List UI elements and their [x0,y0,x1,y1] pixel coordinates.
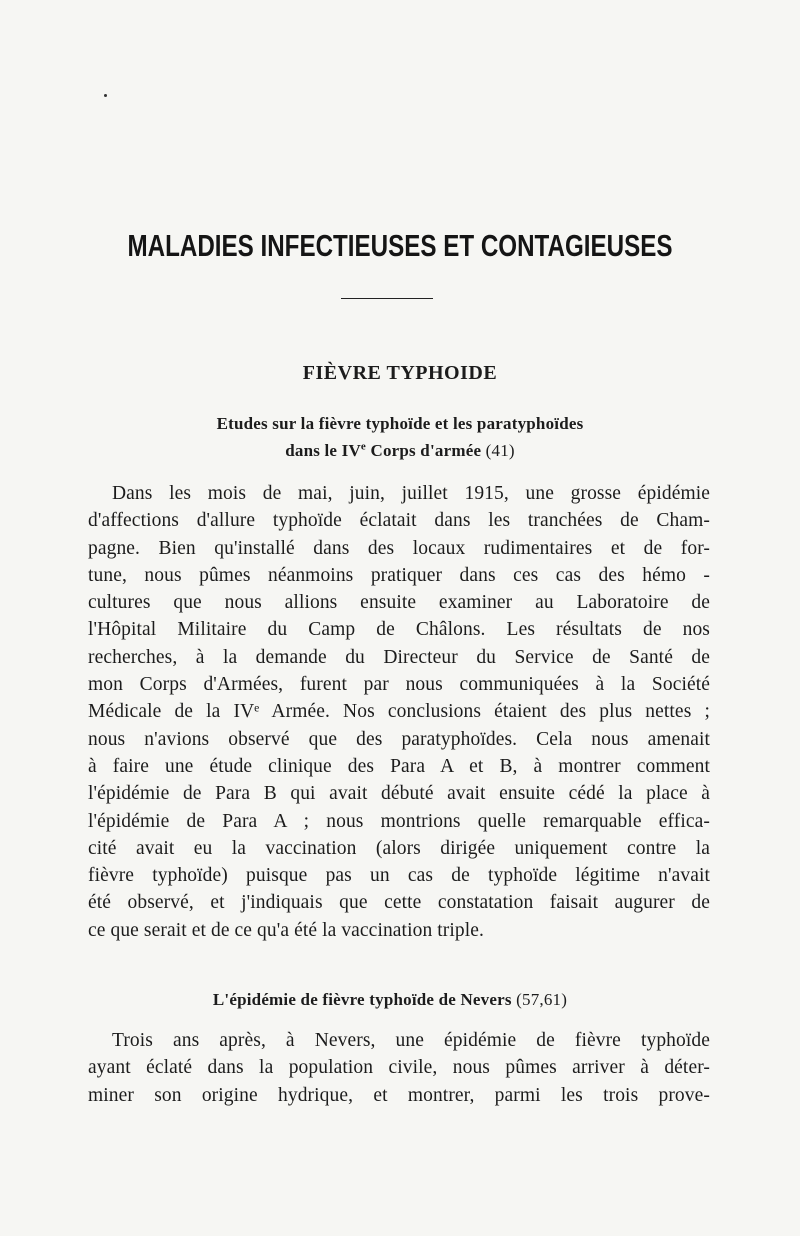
paragraph-line: Trois ans après, à Nevers, une épidémie de fièvre typhoïde [112,1030,710,1051]
subheading-2 [0,990,780,1010]
paragraph-line: pagne. Bien qu'installé dans des locaux rudimentaires et de for- [88,537,710,559]
paragraph-line: tune, nous pûmes néanmoins pratiquer dans ces cas des hémo - [88,564,710,586]
paragraph-line: l'épidémie de Para B qui avait débuté avait ensuite cédé la place à [88,783,710,805]
paragraph-line: été observé, et j'indiquais que cette constatation faisait augurer de [88,892,710,914]
subheading-1-text-pre: dans le IV [285,441,361,460]
subheading-1-text-post: Corps d'armée [366,441,482,460]
paragraph-line: Dans les mois de mai, juin, juillet 1915, une grosse épidémie [112,483,710,504]
paragraph-line: Médicale de la IVᵉ Armée. Nos conclusions étaient des plus nettes ; [88,701,710,723]
subheading-1-line-2 [10,441,790,461]
paragraph-line: cité avait eu la vaccination (alors dirigée uniquement contre la [88,837,710,859]
subheading-2-text: L'épidémie de fièvre typhoïde de Nevers [212,990,512,1009]
subheading-1-line-1 [10,414,790,434]
paragraph-line: ce que serait et de ce qu'a été la vaccination triple. [88,919,484,941]
chapter-heading: MALADIES INFECTIEUSES ET CONTAGIEUSES [127,228,673,263]
paragraph-1 [88,480,710,944]
heading-rule [341,298,433,299]
ink-speck [104,94,107,97]
paragraph-line: miner son origine hydrique, et montrer, parmi les trois prove- [88,1084,710,1106]
paragraph-line: ayant éclaté dans la population civile, nous pûmes arriver à déter- [88,1057,710,1079]
paragraph-line: à faire une étude clinique des Para A et B, à montrer comment [88,755,710,777]
subheading-1-text: Etudes sur la fièvre typhoïde et les paratyphoïdes [216,414,584,433]
paragraph-line: d'affections d'allure typhoïde éclatait dans les tranchées de Cham- [88,510,710,532]
paragraph-line: l'épidémie de Para A ; nous montrions quelle remarquable effica- [88,810,710,832]
paragraph-line: nous n'avions observé que des paratyphoïdes. Cela nous amenait [88,728,710,750]
section-title: FIÈVRE TYPHOIDE [302,362,498,384]
paragraph-line: fièvre typhoïde) puisque pas un cas de typhoïde légitime n'avait [88,865,710,887]
subheading-2-reference: (57,61) [516,990,568,1009]
paragraph-line: cultures que nous allions ensuite examiner au Laboratoire de [88,592,710,614]
paragraph-line: mon Corps d'Armées, furent par nous communiquées à la Société [88,674,710,696]
paragraph-line: recherches, à la demande du Directeur du Service de Santé de [88,646,710,668]
subheading-1-superscript: e [360,440,367,453]
paragraph-line: l'Hôpital Militaire du Camp de Châlons. Les résultats de nos [88,619,710,641]
subheading-1-reference: (41) [485,441,515,460]
paragraph-2 [88,1027,710,1109]
